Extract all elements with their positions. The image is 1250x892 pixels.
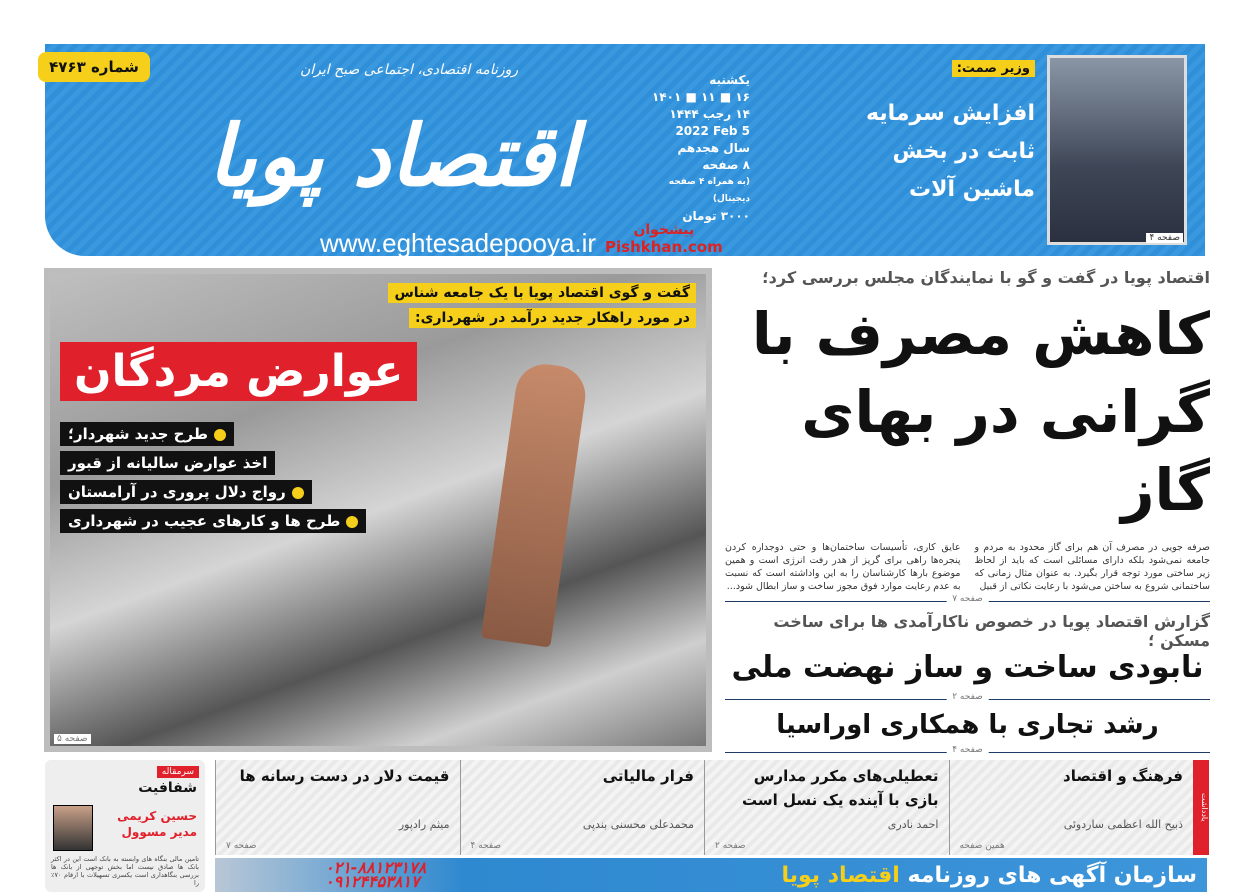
minister-headline: افزایش سرمایه ثابت در بخش ماشین آلات: [866, 101, 1035, 202]
date-jalali: ۱۶ ■ ۱۱ ■ ۱۴۰۱: [651, 90, 750, 104]
main-body-col1: صرفه جویی در مصرف آن هم برای گاز محدود به مردم و جامعه نمی‌شود بلکه دارای مسائلی است که باید از لحاظ زیر ساختی مورد توجه قرار بگیرد. به عنوان مثال زمانی که ساختمانی شروع به ساختن می‌شود با رعایت نکاتی از قبیل: [974, 542, 1210, 592]
story2-kicker: گزارش اقتصاد پویا در خصوص ناکارآمدی ها برای ساخت مسکن ؛: [773, 612, 1210, 650]
date-block: [640, 72, 750, 225]
note-author: احمد نادری: [887, 818, 939, 831]
ad-phone-2: ۰۹۱۲۴۴۵۳۸۱۷: [325, 872, 420, 891]
feature-kicker-1: گفت و گوی اقتصاد پویا با یک جامعه شناس: [388, 283, 696, 303]
divider: [725, 594, 1210, 604]
bullet-dot-icon: [214, 429, 226, 441]
minister-label: وزیر صمت:: [952, 60, 1035, 77]
feature-bullets: [60, 422, 366, 538]
page-count: ۸ صفحه: [702, 158, 750, 172]
ad-phones: [325, 858, 427, 891]
page-ref: صفحه ۴: [946, 745, 989, 755]
author-photo: [53, 805, 93, 851]
page-ref: صفحه ۲: [946, 692, 989, 702]
main-column: [725, 268, 1210, 761]
editorial-tag: سرمقاله: [157, 766, 199, 778]
author-name: حسین کریمی: [117, 809, 197, 823]
page-ref: صفحه ۴: [1146, 233, 1183, 243]
bullet: [60, 480, 312, 504]
ad-title: [781, 863, 1197, 888]
feature-kicker-2: در مورد راهکار جدید درآمد در شهرداری:: [409, 308, 696, 328]
note-item[interactable]: [949, 760, 1208, 855]
digital-pages: (به همراه ۴ صفحه دیجیتال): [668, 177, 750, 204]
bullet: [60, 509, 366, 533]
newspaper-logo: اقتصاد پویا: [207, 106, 578, 205]
ad-phone-1: ۰۲۱-۸۸۱۲۳۱۷۸: [325, 858, 427, 877]
feature-title: عوارض مردگان: [60, 342, 417, 401]
page-ref: صفحه ۷: [226, 841, 257, 851]
notes-tag: یادداشت: [1193, 760, 1209, 855]
editorial-text: تامین مالی بنگاه های وابسته به بانک است این در اکثر بانک ها صادق نیست اما بخش توجهی از بانک ها بررسی بنگاهداری است یکسری تسهیلات با ارقام ۷۰٪ را: [51, 855, 199, 887]
divider: [725, 692, 1210, 702]
page-ref: همین صفحه: [959, 841, 1005, 851]
hand-photo: [481, 360, 589, 647]
editorial-box[interactable]: [45, 760, 205, 892]
issue-number: شماره ۴۷۶۳: [38, 52, 150, 82]
watermark-en: Pishkhan.com: [605, 238, 723, 256]
note-author: ذبیح الله اعظمی ساردوئی: [1063, 818, 1183, 831]
editorial-author: [117, 808, 197, 840]
tagline: روزنامه اقتصادی، اجتماعی صبح ایران: [300, 62, 519, 78]
main-body: [725, 541, 1210, 593]
note-title: تعطیلی‌های مکرر مدارس بازی با آینده یک نسل است: [742, 767, 939, 809]
page-ref: صفحه ۵: [54, 734, 91, 744]
bullet: [60, 422, 234, 446]
feature-kicker: [388, 282, 696, 332]
ad-banner[interactable]: [215, 858, 1207, 892]
minister-photo: [1047, 55, 1187, 245]
author-role: مدیر مسوول: [121, 825, 197, 839]
watermark-fa: پیشخوان: [633, 222, 695, 238]
note-title: فرار مالیاتی: [602, 767, 694, 785]
bullet: [60, 451, 275, 475]
date-gregorian: 2022 Feb 5: [675, 124, 750, 138]
year: سال هجدهم: [677, 141, 750, 155]
ad-brand: اقتصاد پویا: [781, 862, 900, 888]
note-item[interactable]: [704, 760, 949, 855]
note-author: میثم رادپور: [398, 818, 450, 831]
note-item[interactable]: [460, 760, 705, 855]
note-title: فرهنگ و اقتصاد: [1063, 767, 1183, 785]
minister-story[interactable]: [855, 55, 1195, 250]
notes-strip: [215, 760, 1207, 855]
price: ۳۰۰۰ تومان: [682, 209, 750, 223]
bullet-dot-icon: [292, 487, 304, 499]
feature-story[interactable]: [44, 268, 712, 752]
main-headline[interactable]: کاهش مصرف با گرانی در بهای گاز: [751, 300, 1210, 524]
editorial-title: شفافیت: [138, 780, 197, 796]
website-url[interactable]: www.eghtesadepooya.ir: [320, 228, 597, 258]
story3-headline[interactable]: رشد تجاری با همکاری اوراسیا: [776, 710, 1159, 740]
bullet-text: طرح جدید شهردار؛: [68, 425, 208, 443]
date-hijri: ۱۴ رجب ۱۴۴۴: [669, 107, 750, 121]
main-kicker: اقتصاد پویا در گفت و گو با نمایندگان مجلس بررسی کرد؛: [762, 268, 1210, 287]
story2-headline[interactable]: نابودی ساخت و ساز نهضت ملی: [731, 650, 1204, 685]
page-ref: صفحه ۴: [470, 841, 502, 851]
watermark: [605, 222, 723, 256]
page-ref: صفحه ۷: [946, 594, 989, 604]
page-ref: صفحه ۲: [715, 841, 746, 851]
weekday: یکشنبه: [709, 73, 750, 87]
bullet-text: اخذ عوارض سالیانه از قبور: [68, 454, 268, 472]
note-author: محمدعلی محسنی بندپی: [582, 818, 694, 831]
bullet-text: طرح ها و کارهای عجیب در شهرداری: [68, 512, 341, 530]
ad-title-text: سازمان آگهی های روزنامه: [907, 862, 1197, 888]
note-title: قیمت دلار در دست رسانه ها: [239, 767, 450, 785]
bullet-text: رواج دلال پروری در آرامستان: [68, 483, 286, 501]
divider: [725, 745, 1210, 755]
note-item[interactable]: [215, 760, 460, 855]
bullet-dot-icon: [346, 516, 358, 528]
main-body-col2: عایق کاری، تأسیسات ساختمان‌ها و حتی دوجداره کردن پنجره‌ها راهی برای گریز از هدر رفت انرژی است و همین موضوع بارها کارشناسان را به این واداشته است که نسبت به عدم رعایت موارد فوق مجوز ساخت و ساز ابطال شود...: [725, 542, 961, 592]
